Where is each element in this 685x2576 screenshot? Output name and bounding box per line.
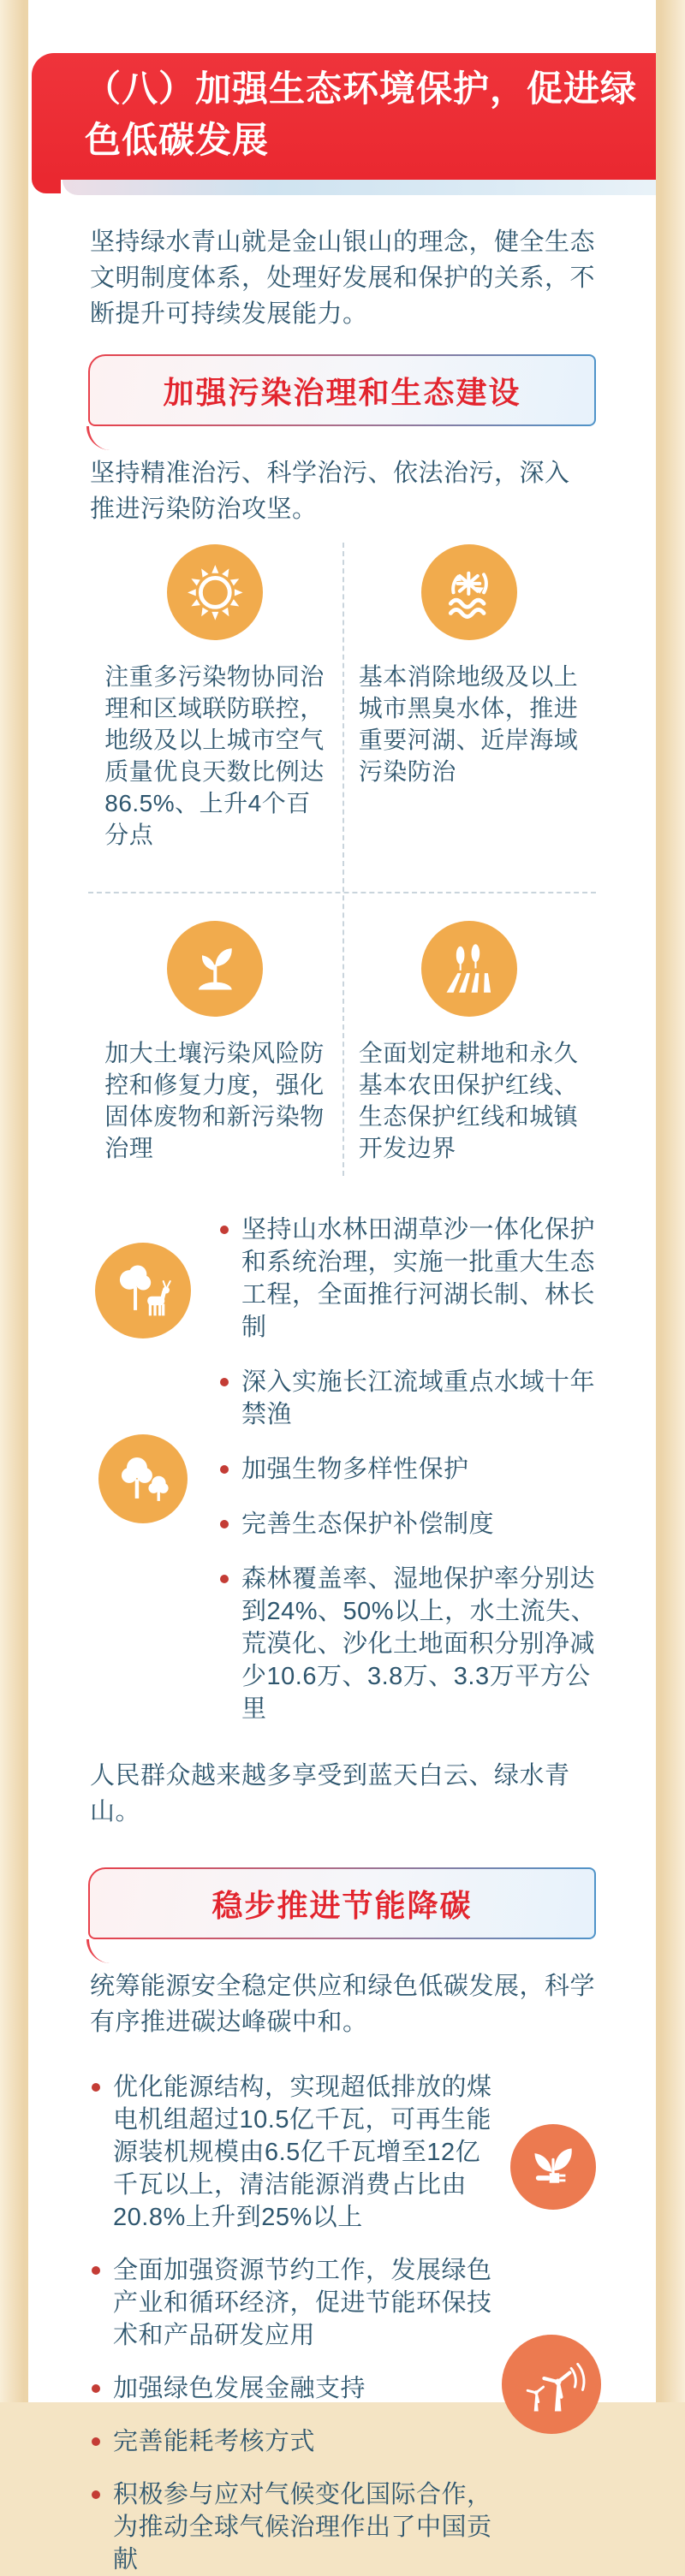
section1-header-box	[88, 354, 596, 426]
energy-bullet-item: 优化能源结构，实现超低排放的煤电机组超过10.5亿千瓦，可再生能源装机规模由6.5亿千瓦增至12亿千瓦以上，清洁能源消费占比由20.8%上升到25%以上	[90, 2071, 500, 2234]
forest-icon	[98, 1434, 188, 1523]
section2-title: 稳步推进节能降碳	[211, 1887, 473, 1923]
ecology-bullet-section	[90, 1214, 601, 1725]
grid-cell-soil	[88, 916, 342, 1188]
section1-header-tail	[86, 426, 113, 450]
grid-cell-water	[342, 539, 597, 875]
content-card	[28, 0, 656, 2573]
energy-bullet-section	[90, 2071, 615, 2576]
sprout-icon	[167, 921, 263, 1017]
energy-bullet-item: 加强绿色发展金融支持	[90, 2372, 500, 2405]
header-banner	[32, 53, 656, 180]
sun-icon	[167, 544, 263, 640]
pollution-facts-grid	[88, 539, 596, 1188]
energy-bullet-item: 全面加强资源节约工作，发展绿色产业和循环经济，促进节能环保技术和产品研发应用	[90, 2254, 500, 2352]
grid-text-water: 基本消除地级及以上城市黑臭水体，推进重要河湖、近岸海域污染防治	[358, 663, 579, 785]
grid-text-soil: 加大土壤污染风险防控和修复力度，强化固体废物和新污染物治理	[104, 1040, 325, 1161]
ecology-bullet-item: 完善生态保护补偿制度	[218, 1508, 601, 1540]
ecology-bullet-item: 森林覆盖率、湿地保护率分别达到24%、50%以上，水土流失、荒漠化、沙化土地面积分别净减少10.6万、3.8万、3.3万平方公里	[218, 1563, 601, 1725]
energy-bullet-item: 完善能耗考核方式	[90, 2425, 500, 2458]
section2-header-box	[88, 1867, 596, 1939]
section1-closing: 人民群众越来越多享受到蓝天白云、绿水青山。	[90, 1762, 570, 1825]
energy-bullet-item: 积极参与应对气候变化国际合作，为推动全球气候治理作出了中国贡献	[90, 2478, 500, 2576]
grid-text-farmland: 全面划定耕地和永久基本农田保护红线、生态保护红线和城镇开发边界	[358, 1040, 579, 1161]
section2-lead: 统筹能源安全稳定供应和绿色低碳发展，科学有序推进碳达峰碳中和。	[90, 1973, 596, 2036]
grid-cell-farmland	[342, 916, 597, 1188]
water-waves-icon	[421, 544, 517, 640]
intro-paragraph: 坚持绿水青山就是金山银山的理念，健全生态文明制度体系，处理好发展和保护的关系，不断提升可持续发展能力。	[90, 229, 596, 328]
grid-cell-air	[88, 539, 342, 875]
page-title: （八）加强生态环境保护，促进绿色低碳发展	[85, 68, 638, 160]
vertical-dashed-divider	[342, 543, 344, 1176]
section1-header-inner	[90, 356, 594, 424]
tree-deer-icon	[95, 1243, 191, 1338]
header-banner-shadow	[63, 180, 656, 195]
section1-lead: 坚持精准治污、科学治污、依法治污，深入推进污染防治攻坚。	[90, 460, 570, 523]
farmland-icon	[421, 921, 517, 1017]
section2-header-inner	[90, 1869, 594, 1938]
section2-header-tail	[86, 1939, 113, 1963]
grid-text-air: 注重多污染物协同治理和区域联防联控，地级及以上城市空气质量优良天数比例达86.5%、上升4个百分点	[104, 663, 325, 848]
ecology-bullets	[218, 1214, 601, 1725]
ecology-bullet-item: 加强生物多样性保护	[218, 1453, 601, 1486]
section1-title: 加强污染治理和生态建设	[163, 374, 521, 410]
ecology-bullet-item: 深入实施长江流域重点水域十年禁渔	[218, 1366, 601, 1431]
energy-bullets	[90, 2071, 615, 2576]
ecology-bullet-item: 坚持山水林田湖草沙一体化保护和系统治理，实施一批重大生态工程，全面推行河湖长制、林长制	[218, 1214, 601, 1344]
